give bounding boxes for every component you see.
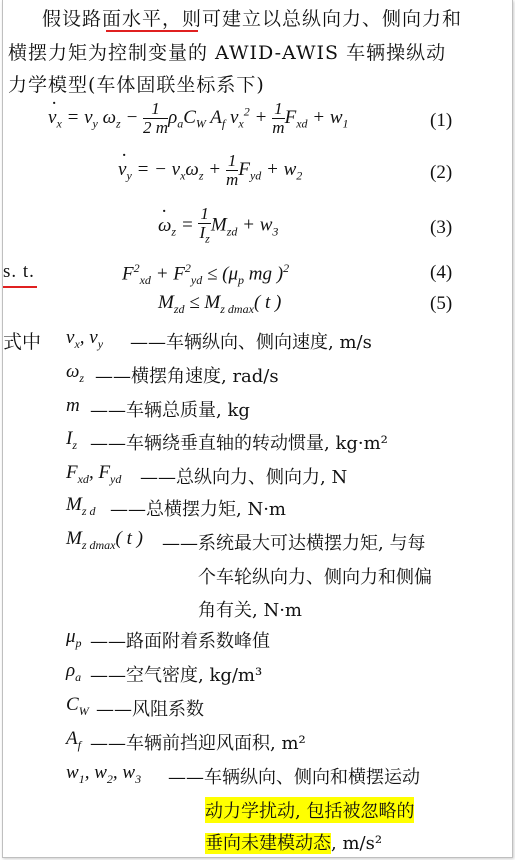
symbol-w1-w3: $w_1$, $w_2$, $w_3$ bbox=[66, 762, 142, 786]
subject-to-label: s. t. bbox=[3, 261, 35, 282]
definition-max-moment-2: 个车轮纵向力、侧向力和侧偏 bbox=[198, 567, 432, 588]
symbol-cw: $C_W$ bbox=[66, 694, 89, 718]
equation-number-4: (4) bbox=[430, 262, 453, 283]
equation-number-3: (3) bbox=[430, 217, 453, 238]
definition-disturbance-unit: , m/s² bbox=[331, 833, 383, 854]
equation-4: $F^2_{xd} + F^2_{yd} \le (\mu_p$ mg )$^2$ bbox=[122, 261, 290, 288]
equation-3: · $\omega_z$ = $\frac{1}{I_z}$ $M_{zd} + w_3$ bbox=[158, 205, 278, 247]
symbol-mzd: $M_{z d}$ bbox=[66, 494, 96, 518]
equation-2: · $v_y$ = − $v_x\omega_z$ + $\frac{1}{m}$ $F_{yd} + w_2$ bbox=[118, 152, 302, 189]
red-underline-st bbox=[3, 286, 37, 288]
symbol-vx-vy: $v_x$, $v_y$ bbox=[66, 327, 104, 351]
definition-mass: ——车辆总质量, kg bbox=[90, 400, 250, 421]
definition-drag-coefficient: ——风阻系数 bbox=[96, 699, 204, 720]
symbol-fxd-fyd: $F_{xd}$, $F_{yd}$ bbox=[66, 462, 122, 486]
intro-line-2: 横摆力矩为控制变量的 AWID-AWIS 车辆操纵动 bbox=[8, 42, 447, 64]
symbol-mzdmax: $M_{z dmax}$( t ) bbox=[66, 528, 143, 552]
symbol-rho-a: $\rho_a$ bbox=[66, 660, 82, 684]
definition-velocity: ——车辆纵向、侧向速度, m/s bbox=[130, 332, 372, 353]
symbol-m: m bbox=[66, 395, 80, 416]
equation-number-2: (2) bbox=[430, 162, 453, 183]
definition-max-moment-3: 角有关, N·m bbox=[198, 600, 302, 621]
definition-forces: ——总纵向力、侧向力, N bbox=[140, 467, 348, 488]
definition-disturbance-1: ——车辆纵向、侧向和横摆运动 bbox=[168, 767, 420, 788]
definition-frontal-area: ——车辆前挡迎风面积, m² bbox=[90, 733, 306, 754]
definition-air-density: ——空气密度, kg/m³ bbox=[90, 665, 263, 686]
equation-1: · $v_x = v_y$ $\omega_z$ − $\frac{1}{2 m}$ $\rho_aC_W$ $A_f$ $v_x^2$ + $\frac{1}{m}$ $F_{xd} + w_1$ bbox=[48, 100, 349, 137]
definition-inertia: ——车辆绕垂直轴的转动惯量, kg·m² bbox=[90, 433, 388, 454]
definition-yaw-rate: ——横摆角速度, rad/s bbox=[95, 366, 279, 387]
equation-number-5: (5) bbox=[430, 293, 453, 314]
intro-line-1: 假设路面水平，则可建立以总纵向力、侧向力和 bbox=[42, 8, 463, 30]
definition-disturbance-2-highlighted: 动力学扰动, 包括被忽略的 bbox=[205, 797, 414, 823]
definition-yaw-moment: ——总横摆力矩, N·m bbox=[110, 499, 286, 520]
equation-number-1: (1) bbox=[430, 110, 453, 131]
definition-friction: ——路面附着系数峰值 bbox=[90, 631, 270, 652]
symbol-iz: $I_z$ bbox=[66, 428, 77, 452]
symbol-mu-p: $\mu_p$ bbox=[66, 626, 82, 650]
symbol-af: $A_f$ bbox=[66, 728, 81, 752]
definition-disturbance-3-highlighted: 垂向未建模动态 bbox=[205, 833, 331, 854]
definition-max-moment-1: ——系统最大可达横摆力矩, 与每 bbox=[162, 533, 426, 554]
definition-disturbance-3 bbox=[205, 829, 382, 855]
where-label: 式中 bbox=[3, 331, 42, 353]
red-underline-1 bbox=[106, 30, 198, 32]
equation-5: $M_{zd} \le M_{z dmax}$( t ) bbox=[158, 292, 282, 316]
intro-line-3: 力学模型(车体固联坐标系下) bbox=[8, 74, 265, 96]
symbol-omega-z: $\omega_z$ bbox=[66, 361, 85, 385]
